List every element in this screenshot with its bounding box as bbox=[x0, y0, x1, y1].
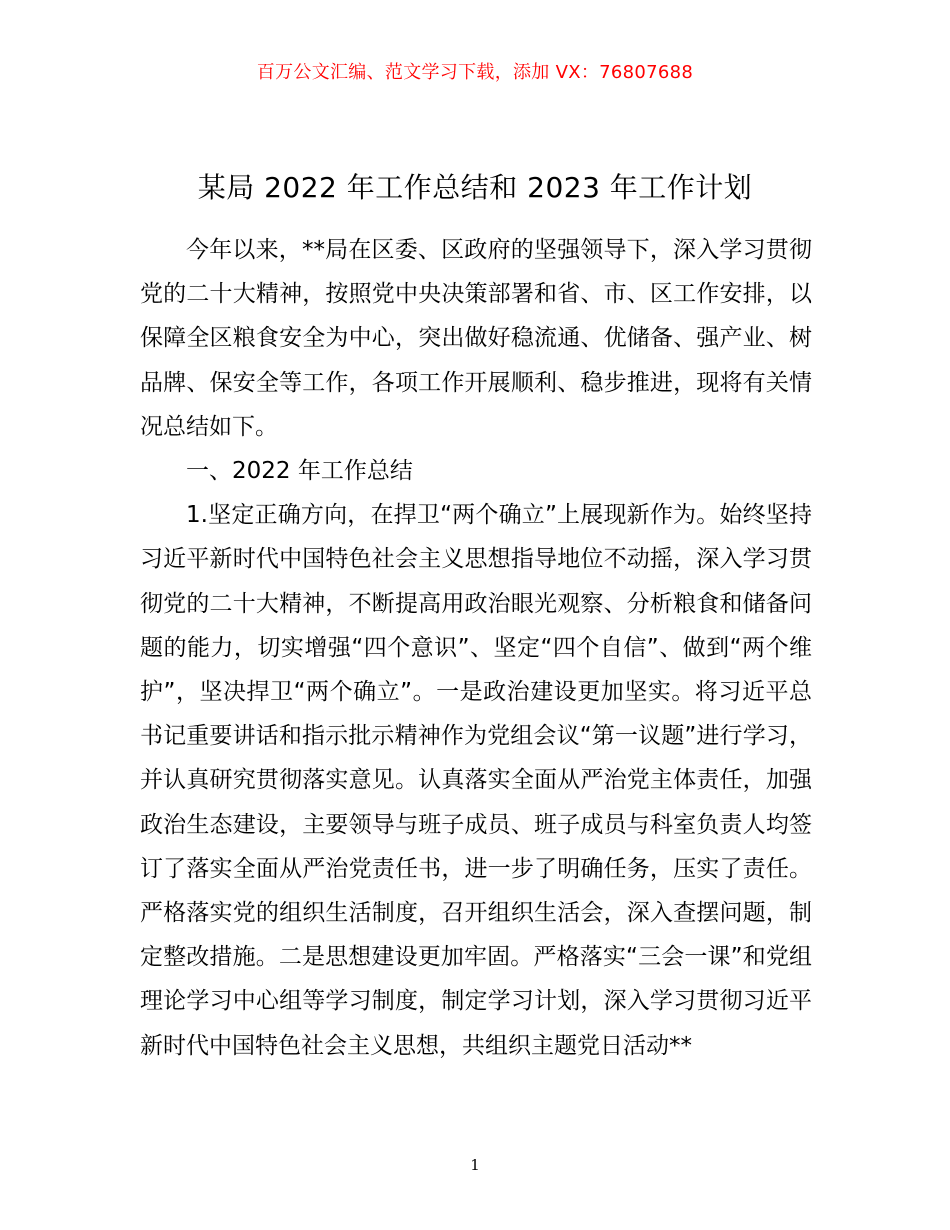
document-title: 某局 2022 年工作总结和 2023 年工作计划 bbox=[197, 171, 753, 204]
page-number: 1 bbox=[470, 1156, 480, 1174]
document-body bbox=[140, 228, 812, 1068]
header-banner: 百万公文汇编、范文学习下载，添加 VX：76807688 bbox=[256, 62, 694, 83]
body-paragraph: 1.坚定正确方向，在捍卫“两个确立”上展现新作为。始终坚持习近平新时代中国特色社会主义思想指导地位不动摇，深入学习贯彻党的二十大精神，不断提高用政治眼光观察、分析粮食和储备问题的能力，切实增强“四个意识”、坚定“四个自信”、做到“两个维护”，坚决捍卫“两个确立”。一是政治建设更加坚实。将习近平总书记重要讲话和指示批示精神作为党组会议“第一议题”进行学习，并认真研究贯彻落实意见。认真落实全面从严治党主体责任，加强政治生态建设，主要领导与班子成员、班子成员与科室负责人均签订了落实全面从严治党责任书，进一步了明确任务，压实了责任。严格落实党的组织生活制度，召开组织生活会，深入查摆问题，制定整改措施。二是思想建设更加牢固。严格落实“三会一课”和党组理论学习中心组等学习制度，制定学习计划，深入学习贯彻习近平新时代中国特色社会主义思想，共组织主题党日活动** bbox=[140, 502, 812, 1059]
section-heading: 一、2022 年工作总结 bbox=[186, 458, 413, 485]
intro-paragraph: 今年以来，**局在区委、区政府的坚强领导下，深入学习贯彻党的二十大精神，按照党中央决策部署和省、市、区工作安排，以保障全区粮食安全为中心，突出做好稳流通、优储备、强产业、树品牌、保安全等工作，各项工作开展顺利、稳步推进，现将有关情况总结如下。 bbox=[140, 237, 812, 440]
